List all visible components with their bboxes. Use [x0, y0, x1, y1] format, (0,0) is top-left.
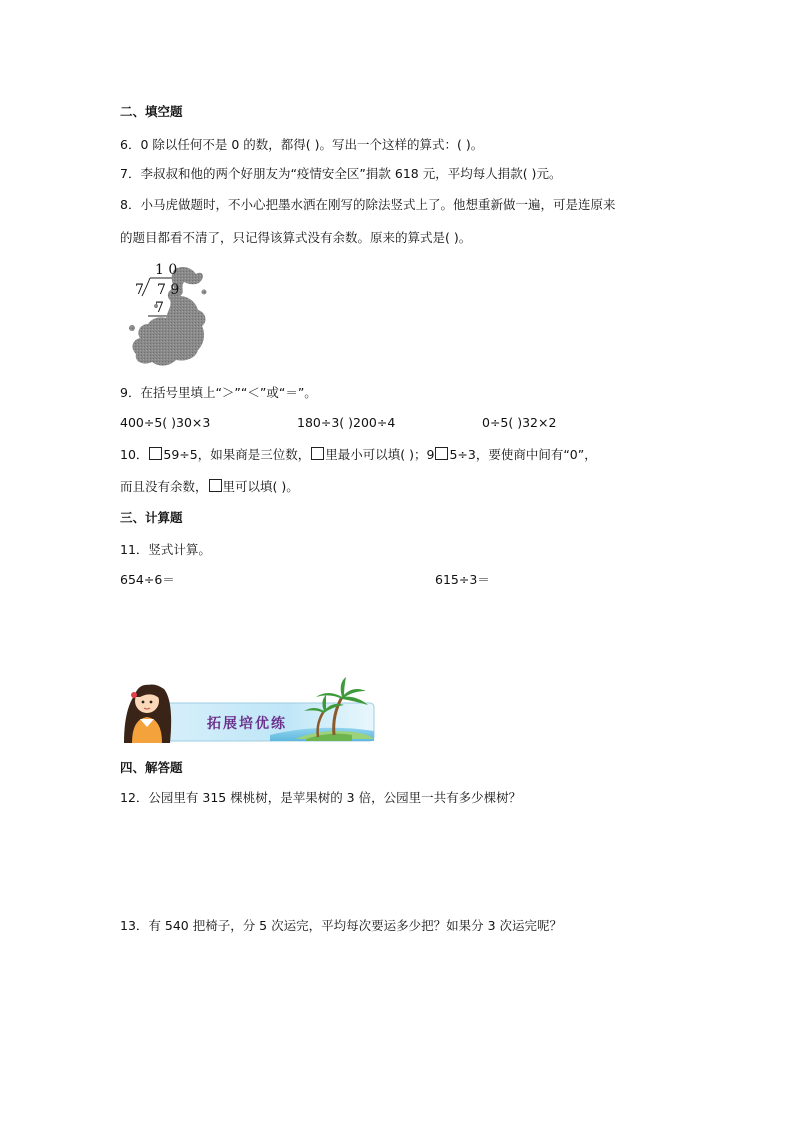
- question-9-item-2: 180÷3( )200÷4: [297, 415, 396, 430]
- question-11-item-1: 654÷6＝: [120, 572, 175, 587]
- question-13: 13．有 540 把椅子，分 5 次运完，平均每次要运多少把？如果分 3 次运完呢？: [120, 918, 563, 933]
- question-9: 9．在括号里填上“＞”“＜”或“＝”。: [120, 385, 317, 400]
- dividend-digits: 7 9: [157, 282, 180, 298]
- ink-division-figure: [126, 262, 208, 372]
- blank-box-icon: [149, 447, 162, 460]
- question-9-item-1: 400÷5( )30×3: [120, 415, 211, 430]
- quotient-digits: 1 0: [155, 262, 178, 278]
- section-3-title: 三、计算题: [120, 510, 183, 525]
- banner-illustration-icon: [120, 675, 375, 745]
- section-2-title: 二、填空题: [120, 104, 183, 119]
- banner-label: 拓展培优练: [207, 716, 287, 732]
- question-9-item-3: 0÷5( )32×2: [482, 415, 557, 430]
- divisor-digit: 7: [135, 282, 144, 298]
- question-11: 11．竖式计算。: [120, 542, 211, 557]
- question-10-text-d: 而且没有余数，: [120, 479, 208, 494]
- ink-blot-icon: [126, 262, 208, 372]
- question-8-line-1: 8．小马虎做题时，不小心把墨水洒在刚写的除法竖式上了。他想重新做一遍，可是连原来: [120, 197, 616, 212]
- question-12: 12．公园里有 315 棵桃树，是苹果树的 3 倍，公园里一共有多少棵树？: [120, 790, 522, 805]
- blank-box-icon: [435, 447, 448, 460]
- question-7: 7．李叔叔和他的两个好朋友为“疫情安全区”捐款 618 元，平均每人捐款( )元。: [120, 166, 562, 181]
- question-11-item-2: 615÷3＝: [435, 572, 490, 587]
- blank-box-icon: [209, 479, 222, 492]
- question-8-line-2: 的题目都看不清了，只记得该算式没有余数。原来的算式是( )。: [120, 230, 472, 245]
- section-4-title: 四、解答题: [120, 760, 183, 775]
- question-10-line-2: [120, 479, 299, 495]
- question-10-text-e: 里可以填( )。: [222, 479, 299, 494]
- question-6: 6．0 除以任何不是 0 的数，都得( )。写出一个这样的算式：( )。: [120, 137, 484, 152]
- question-10-line-1: [120, 447, 597, 463]
- question-10-text-b: 里最小可以填( )；9: [325, 447, 435, 462]
- question-10-number: 10．: [120, 447, 149, 462]
- practice-banner: [120, 675, 375, 745]
- blank-box-icon: [311, 447, 324, 460]
- question-10-text-c: 5÷3，要使商中间有“0”，: [449, 447, 597, 462]
- product-digit: 7: [155, 300, 164, 316]
- question-10-text-a: 59÷5，如果商是三位数，: [163, 447, 311, 462]
